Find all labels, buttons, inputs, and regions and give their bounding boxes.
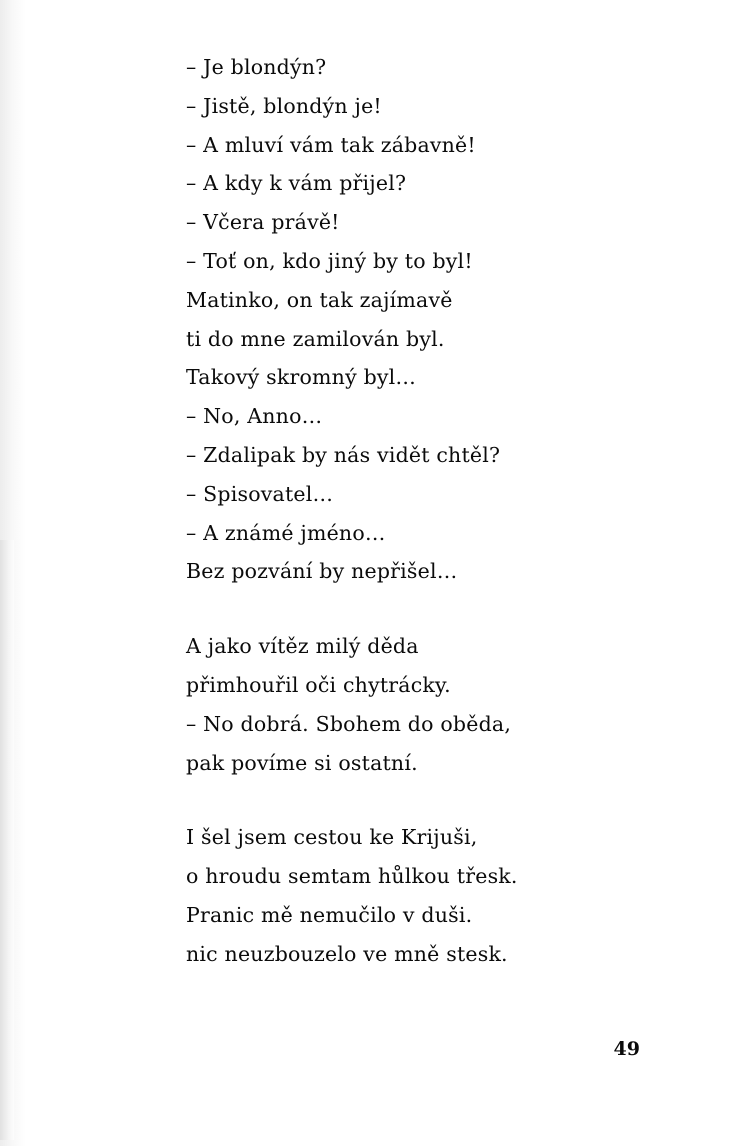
stanza	[186, 627, 626, 782]
poem-line: – Zdalipak by nás vidět chtěl?	[186, 442, 501, 467]
poem-line: pak povíme si ostatní.	[186, 750, 418, 775]
poem-line: – Včera právě!	[186, 210, 340, 235]
poem-line: – Jistě, blondýn je!	[186, 93, 382, 118]
stanza	[186, 48, 626, 591]
poem-line: Pranic mě nemučilo v duši.	[186, 902, 473, 927]
poem-line: – A kdy k vám přijel?	[186, 171, 407, 196]
poem-line: Bez pozvání by nepřišel…	[186, 559, 458, 584]
poem-line: – A známé jméno…	[186, 520, 386, 545]
poem-line: – No dobrá. Sbohem do oběda,	[186, 711, 512, 736]
poem-line: – Toť on, kdo jiný by to byl!	[186, 248, 473, 273]
poem-line: o hroudu semtam hůlkou třesk.	[186, 864, 518, 889]
poem-body	[186, 48, 626, 974]
poem-line: A jako vítěz milý děda	[186, 634, 419, 659]
page-number: 49	[613, 1038, 640, 1060]
poem-line: – Spisovatel…	[186, 481, 334, 506]
poem-line: – No, Anno…	[186, 404, 323, 429]
poem-line: – Je blondýn?	[186, 55, 327, 79]
poem-line: I šel jsem cestou ke Krijuši,	[186, 825, 478, 850]
poem-line: – A mluví vám tak zábavně!	[186, 132, 476, 157]
stanza	[186, 818, 626, 973]
poem-line: přimhouřil oči chytrácky.	[186, 672, 451, 697]
poem-line: ti do mne zamilován byl.	[186, 326, 445, 351]
poem-line: Matinko, on tak zajímavě	[186, 287, 453, 312]
scan-edge-shadow	[0, 0, 26, 1146]
scan-edge-shadow-lower	[0, 540, 14, 1140]
poem-line: nic neuzbouzelo ve mně stesk.	[186, 941, 508, 966]
poem-line: Takový skromný byl…	[186, 365, 417, 390]
